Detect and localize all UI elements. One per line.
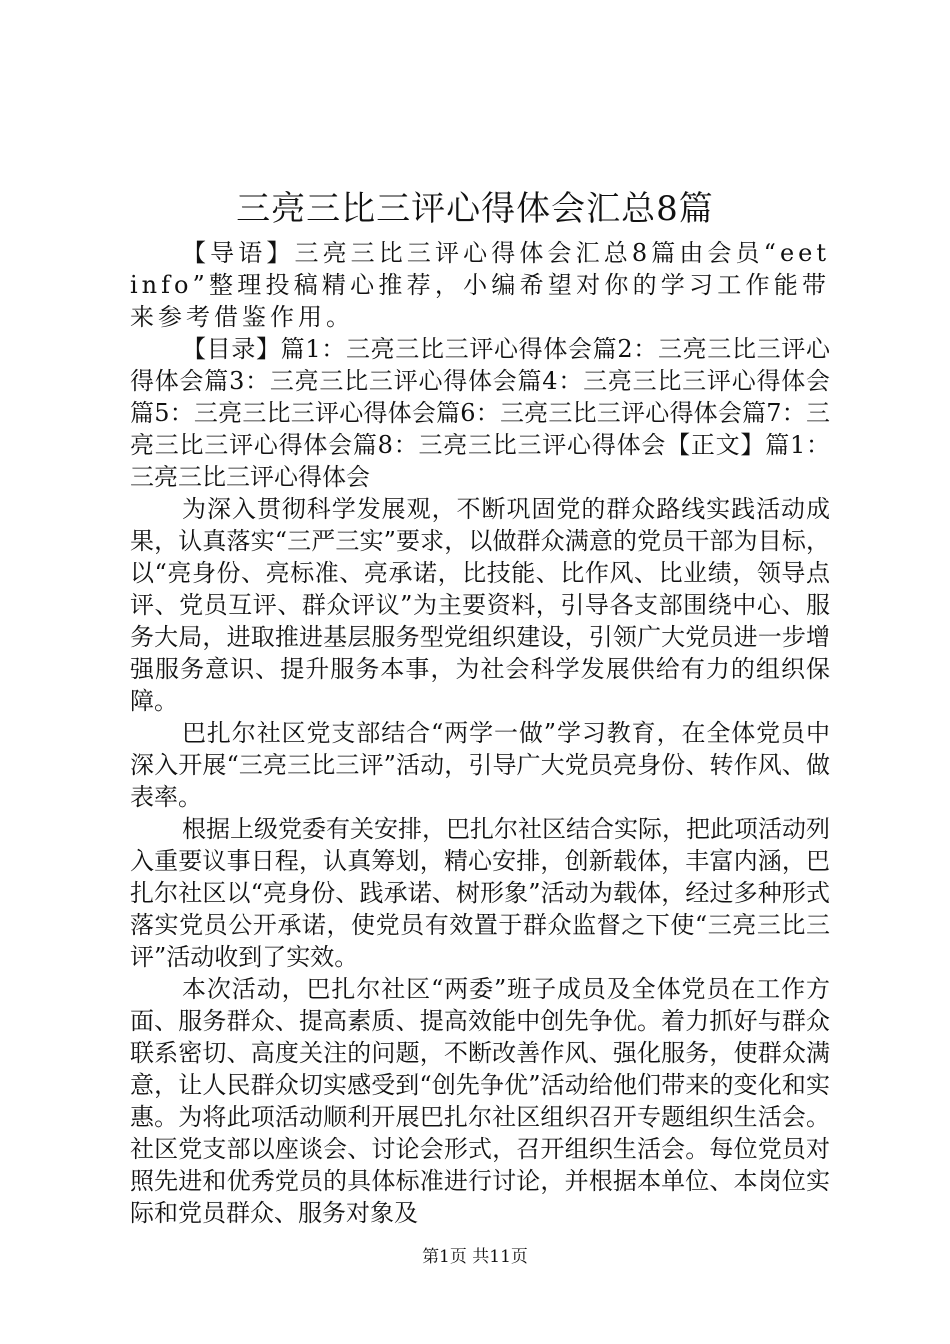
body-paragraph-2: 巴扎尔社区党支部结合“两学一做”学习教育，在全体党员中深入开展“三亮三比三评”活动，引导广大党员亮身份、转作风、做表率。 [130, 719, 830, 811]
document-body [130, 237, 830, 1229]
document-title: 三亮三比三评心得体会汇总8篇 [236, 189, 714, 229]
body-paragraph-1: 为深入贯彻科学发展观，不断巩固党的群众路线实践活动成果，认真落实“三严三实”要求，以做群众满意的党员干部为目标，以“亮身份、亮标准、亮承诺，比技能、比作风、比业绩，领导点评、党员互评、群众评议”为主要资料，引导各支部围绕中心、服务大局，进取推进基层服务型党组织建设，引领广大党员进一步增强服务意识、提升服务本事，为社会科学发展供给有力的组织保障。 [130, 495, 830, 715]
table-of-contents-paragraph: 【目录】篇1：三亮三比三评心得体会篇2：三亮三比三评心得体会篇3：三亮三比三评心得体会篇4：三亮三比三评心得体会篇5：三亮三比三评心得体会篇6：三亮三比三评心得体会篇7：三亮三比三评心得体会篇8：三亮三比三评心得体会【正文】篇1：三亮三比三评心得体会 [130, 335, 830, 491]
body-paragraph-3: 根据上级党委有关安排，巴扎尔社区结合实际，把此项活动列入重要议事日程，认真筹划，精心安排，创新载体，丰富内涵，巴扎尔社区以“亮身份、践承诺、树形象”活动为载体，经过多种形式落实党员公开承诺，使党员有效置于群众监督之下使“三亮三比三评”活动收到了实效。 [130, 815, 830, 971]
intro-paragraph: 【导语】三亮三比三评心得体会汇总8篇由会员“eetinfo”整理投稿精心推荐，小编希望对你的学习工作能带来参考借鉴作用。 [130, 239, 830, 331]
page-footer: 第1页 共11页 [422, 1247, 528, 1267]
body-paragraph-4: 本次活动，巴扎尔社区“两委”班子成员及全体党员在工作方面、服务群众、提高素质、提高效能中创先争优。着力抓好与群众联系密切、高度关注的问题，不断改善作风、强化服务，使群众满意，让人民群众切实感受到“创先争优”活动给他们带来的变化和实惠。为将此项活动顺利开展巴扎尔社区组织召开专题组织生活会。社区党支部以座谈会、讨论会形式，召开组织生活会。每位党员对照先进和优秀党员的具体标准进行讨论，并根据本单位、本岗位实际和党员群众、服务对象及 [130, 975, 830, 1227]
